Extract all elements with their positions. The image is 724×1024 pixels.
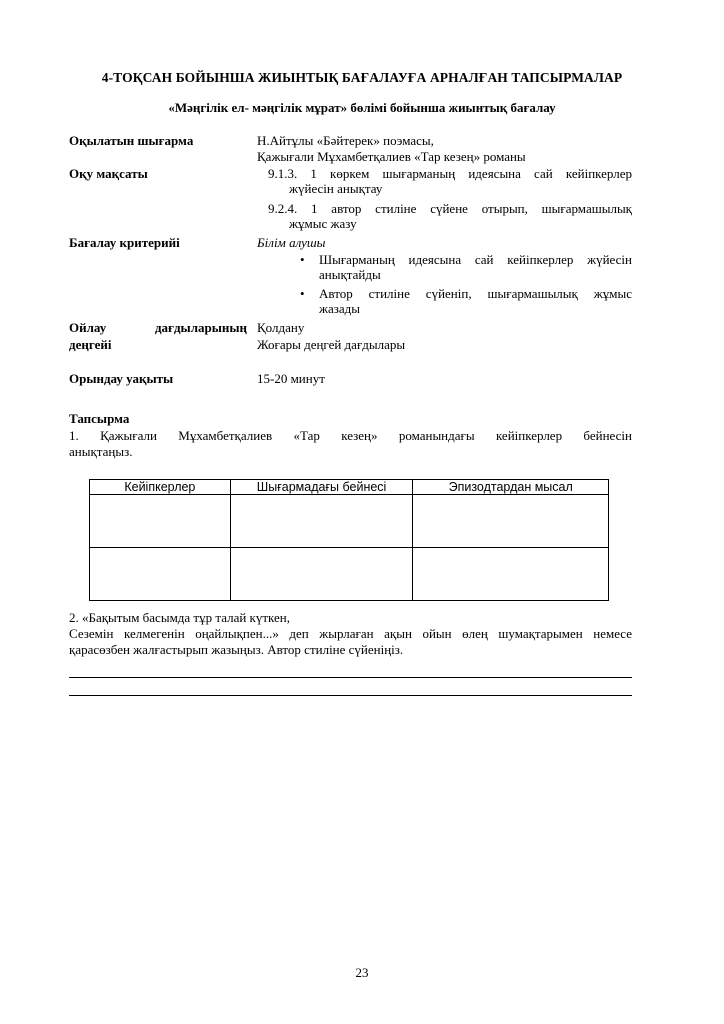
time-label: Орындау уақыты [69, 371, 174, 386]
work-value-line1: Н.Айтұлы «Бәйтерек» поэмасы, [257, 133, 434, 148]
criteria-item-1 [300, 252, 632, 282]
table-cell[interactable] [413, 548, 609, 601]
criteria-1-line1: Шығарманың идеясына сай кейіпкерлер жүйесін [319, 252, 632, 267]
table-cell[interactable] [90, 495, 231, 548]
objective-2-line1: 9.2.4. 1 автор стиліне сүйене отырып, шығармашылық [268, 201, 632, 216]
criteria-label: Бағалау критерийі [69, 235, 180, 250]
objective-1-line2: жүйесін анықтау [289, 181, 383, 196]
objective-label: Оқу мақсаты [69, 166, 148, 181]
table-header-row [90, 480, 609, 495]
table-row [90, 548, 609, 601]
task-question-2 [69, 610, 632, 658]
table-cell[interactable] [90, 548, 231, 601]
page-title: 4-ТОҚСАН БОЙЫНША ЖИЫНТЫҚ БАҒАЛАУҒА АРНАЛҒАН ТАПСЫРМАЛАР [101, 70, 623, 85]
task-question-2-line3: қарасөзбен жалғастырып жазыңыз. Автор стиліне сүйеніңіз. [69, 642, 404, 657]
table-cell[interactable] [230, 548, 413, 601]
criteria-2-line1: Автор стиліне сүйеніп, шығармашылық жұмыс [319, 286, 632, 301]
thinking-value-1: Қолдану [257, 320, 305, 335]
thinking-label-line1: Ойлау дағдыларының [69, 320, 247, 335]
thinking-label-line2: деңгейі [69, 337, 112, 352]
bullet-icon: • [300, 286, 305, 301]
bullet-icon: • [300, 252, 305, 267]
thinking-value-2: Жоғары деңгей дағдылары [257, 337, 406, 352]
task-heading: Тапсырма [69, 411, 130, 426]
time-value: 15-20 минут [257, 371, 325, 386]
criteria-1-line2: анықтайды [319, 267, 381, 282]
task-question-2-line1: 2. «Бақытым басымда тұр талай күткен, [69, 610, 291, 625]
task-question-1 [69, 428, 632, 460]
criteria-intro: Білім алушы [257, 235, 326, 250]
answer-line[interactable] [69, 677, 632, 678]
table-row [90, 495, 609, 548]
table-header-characters: Кейіпкерлер [90, 480, 231, 495]
work-label: Оқылатын шығарма [69, 133, 194, 148]
task-question-1-line1: 1. Қажығали Мұхамбетқалиев «Тар кезең» романындағы кейіпкерлер бейнесін [69, 428, 632, 443]
characters-table [89, 479, 609, 601]
task-question-2-line2: Сеземін келмегенін оңайлықпен...» деп жырлаған ақын ойын өлең шумақтарымен немесе [69, 626, 632, 641]
work-value-line2: Қажығали Мұхамбетқалиев «Тар кезең» романы [257, 149, 526, 164]
table-header-examples: Эпизодтардан мысал [413, 480, 609, 495]
objective-2-line2: жұмыс жазу [289, 216, 357, 231]
objective-item-1 [268, 166, 632, 196]
section-subtitle: «Мәңгілік ел- мәңгілік мұрат» бөлімі бойынша жиынтық бағалау [168, 100, 556, 115]
criteria-item-2 [300, 286, 632, 316]
page-number: 23 [355, 965, 369, 980]
table-cell[interactable] [230, 495, 413, 548]
objective-item-2 [268, 201, 632, 231]
task-question-1-line2: анықтаңыз. [69, 444, 133, 459]
table-cell[interactable] [413, 495, 609, 548]
table-header-portrayal: Шығармадағы бейнесі [230, 480, 413, 495]
objective-1-line1: 9.1.3. 1 көркем шығарманың идеясына сай кейіпкерлер [268, 166, 632, 181]
criteria-2-line2: жазады [319, 301, 361, 316]
answer-line[interactable] [69, 695, 632, 696]
